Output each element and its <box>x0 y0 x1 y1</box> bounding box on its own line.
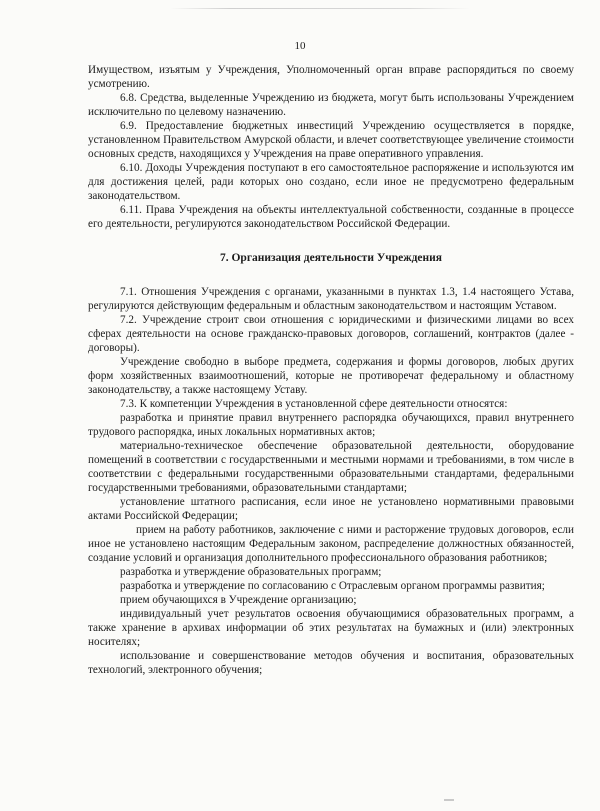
paragraph: 7.2. Учреждение строит свои отношения с юридическими и физическими лицами во всех сферах деятельности на основе гражданско-правовых договоров, соглашений, контрактов (далее - договоры). <box>88 314 574 354</box>
paragraph: 6.10. Доходы Учреждения поступают в его самостоятельное распоряжение и используются им для достижения целей, ради которых оно создано, если иное не предусмотрено федеральным законодательством. <box>88 162 574 202</box>
paragraph: прием обучающихся в Учреждение организацию; <box>120 594 357 606</box>
page-number: 10 <box>294 40 306 52</box>
paragraph: разработка и утверждение по согласованию с Отраслевым органом программы развития; <box>120 580 545 592</box>
paragraph: использование и совершенствование методов обучения и воспитания, образовательных технологий, электронного обучения; <box>88 650 574 676</box>
paragraph: 6.9. Предоставление бюджетных инвестиций Учреждению осуществляется в порядке, установленном Правительством Амурской области, и влечет соответствующее увеличение стоимости основных средств, находящихся у Учреждения на праве оперативного управления. <box>88 120 574 160</box>
scan-edge-mark <box>170 8 470 9</box>
scan-smudge <box>444 799 454 801</box>
paragraph: установление штатного расписания, если иное не установлено нормативными правовыми актами Российской Федерации; <box>88 496 574 522</box>
paragraph: 7.3. К компетенции Учреждения в установленной сфере деятельности относятся: <box>120 398 508 410</box>
paragraph: индивидуальный учет результатов освоения обучающимися образовательных программ, а также хранение в архивах информации об этих результатах на бумажных и (или) электронных носителях; <box>88 608 574 648</box>
paragraph: разработка и принятие правил внутреннего распорядка обучающихся, правил внутреннего трудового распорядка, иных локальных нормативных актов; <box>88 412 574 438</box>
paragraph: 6.8. Средства, выделенные Учреждению из бюджета, могут быть использованы Учреждением исключительно по целевому назначению. <box>88 92 574 118</box>
section-heading: 7. Организация деятельности Учреждения <box>219 252 442 264</box>
document-body <box>88 63 574 677</box>
paragraph: 7.1. Отношения Учреждения с органами, указанными в пунктах 1.3, 1.4 настоящего Устава, регулируются действующим федеральным и областным законодательством и настоящим Уставом. <box>88 286 574 312</box>
paragraph: 6.11. Права Учреждения на объекты интеллектуальной собственности, созданные в процессе его деятельности, регулируются законодательством Российской Федерации. <box>88 204 574 230</box>
paragraph: разработка и утверждение образовательных программ; <box>120 566 382 578</box>
paragraph: материально-техническое обеспечение образовательной деятельности, оборудование помещений в соответствии с государственными и местными нормами и требованиями, в том числе в соответствии с федеральными государственными образовательными стандартами, федеральными государственными требованиями, образовательными стандартами; <box>88 440 574 494</box>
paragraph: Имуществом, изъятым у Учреждения, Уполномоченный орган вправе распорядиться по своему усмотрению. <box>88 64 574 90</box>
paragraph: Учреждение свободно в выборе предмета, содержания и формы договоров, любых других форм хозяйственных взаимоотношений, которые не противоречат федеральному и областному законодательству, а также настоящему Уставу. <box>88 356 574 396</box>
paragraph: прием на работу работников, заключение с ними и расторжение трудовых договоров, если иное не установлено настоящим Федеральным законом, распределение должностных обязанностей, создание условий и организация дополнительного профессионального образования работников; <box>88 524 574 564</box>
